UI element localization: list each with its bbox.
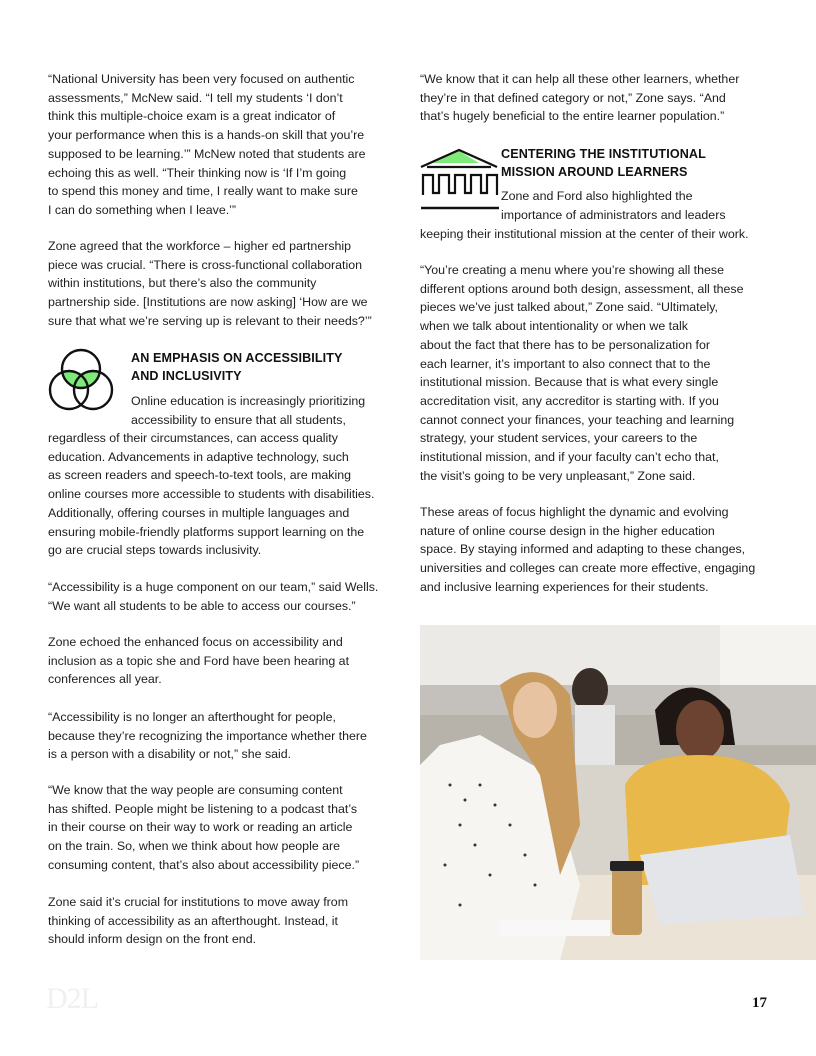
text-line: think this multiple-choice exam is a great indicator of — [48, 109, 336, 124]
text-line: each learner, it’s important to also connect that to the — [420, 356, 711, 371]
text-line: should inform design on the front end. — [48, 932, 257, 947]
text-line: is a person with a disability or not,” she said. — [48, 747, 292, 762]
text-line: “Accessibility is no longer an afterthought for people, — [48, 710, 336, 724]
text-line: Zone echoed the enhanced focus on accessibility and — [48, 635, 343, 649]
text-line: “We know that the way people are consuming content — [48, 783, 343, 797]
text-line: “National University has been very focused on authentic — [48, 72, 355, 86]
right-paragraph-1 — [420, 70, 739, 126]
text-line: space. By staying informed and adapting to these changes, — [420, 542, 746, 557]
right-paragraph-3 — [420, 503, 755, 597]
section-body-institutional-mission — [420, 225, 749, 244]
text-line: accessibility to ensure that all students, — [131, 412, 346, 427]
text-line: because they’re recognizing the importance whether there — [48, 728, 367, 743]
text-line: regardless of their circumstances, can access quality — [48, 431, 338, 445]
venn-diagram-icon — [47, 348, 115, 414]
left-paragraph-4 — [48, 633, 349, 689]
d2l-logo: D2L — [46, 982, 98, 1015]
text-line: “We want all students to be able to access our courses.” — [48, 598, 356, 613]
right-paragraph-2 — [420, 261, 744, 485]
text-line: Online education is increasingly prioritizing — [131, 394, 366, 408]
text-line: I can do something when I leave.’” — [48, 202, 237, 217]
text-line: AND INCLUSIVITY — [131, 369, 242, 383]
text-line: These areas of focus highlight the dynamic and evolving — [420, 505, 729, 519]
text-line: has shifted. People might be listening to a podcast that’s — [48, 801, 358, 816]
text-line: education. Advancements in adaptive technology, such — [48, 449, 349, 464]
text-line: consuming content, that’s also about accessibility piece.” — [48, 857, 360, 872]
text-line: when we talk about intentionality or when we talk — [420, 319, 688, 334]
text-line: universities and colleges can create more effective, engaging — [420, 561, 756, 576]
text-line: “We know that it can help all these other learners, whether — [420, 72, 740, 86]
text-line: AN EMPHASIS ON ACCESSIBILITY — [131, 351, 343, 365]
text-line: CENTERING THE INSTITUTIONAL — [501, 147, 706, 161]
text-line: different options around both design, assessment, all these — [420, 281, 744, 296]
text-line: in their course on their way to work or reading an article — [48, 820, 353, 835]
section-intro-accessibility — [131, 392, 365, 429]
text-line: ensuring mobile-friendly platforms support learning on the — [48, 524, 365, 539]
text-line: “You’re creating a menu where you’re showing all these — [420, 263, 724, 277]
text-line: “Accessibility is a huge component on our team,” said Wells. — [48, 580, 379, 594]
institution-building-icon — [419, 147, 501, 211]
text-line: sure that what we’re serving up is relevant to their needs?’” — [48, 313, 372, 328]
section-heading-accessibility — [131, 349, 343, 385]
text-line: within institutions, but there’s also the community — [48, 276, 317, 291]
left-paragraph-2 — [48, 237, 372, 331]
text-line: assessments,” McNew said. “I tell my students ‘I don’t — [48, 90, 343, 105]
left-paragraph-5 — [48, 708, 367, 764]
text-line: nature of online course design in the higher education — [420, 523, 715, 538]
page-number: 17 — [752, 995, 767, 1011]
text-line: piece was crucial. “There is cross-functional collaboration — [48, 257, 363, 272]
text-line: thinking of accessibility as an afterthought. Instead, it — [48, 913, 338, 928]
text-line: conferences all year. — [48, 672, 162, 687]
text-line: Zone agreed that the workforce – higher ed partnership — [48, 239, 352, 253]
left-paragraph-1 — [48, 70, 366, 220]
text-line: echoing this as well. “Their thinking now is ‘If I’m going — [48, 165, 347, 180]
text-line: they’re in that defined category or not,” Zone says. “And — [420, 90, 726, 105]
students-working-on-laptop-photo — [420, 625, 816, 960]
text-line: pieces we’ve just talked about,” Zone said. “Ultimately, — [420, 300, 718, 315]
left-paragraph-7 — [48, 893, 348, 949]
text-line: Zone and Ford also highlighted the — [501, 189, 693, 203]
text-line: about the fact that there has to be personalization for — [420, 337, 710, 352]
left-paragraph-6 — [48, 781, 359, 875]
text-line: MISSION AROUND LEARNERS — [501, 165, 688, 179]
text-line: online courses more accessible to students with disabilities. — [48, 487, 375, 502]
text-line: keeping their institutional mission at the center of their work. — [420, 227, 749, 241]
left-paragraph-3 — [48, 578, 378, 615]
text-line: to spend this money and time, I really want to make sure — [48, 184, 358, 199]
text-line: and inclusive learning experiences for their students. — [420, 579, 709, 594]
text-line: strategy, your student services, your careers to the — [420, 431, 698, 446]
text-line: importance of administrators and leaders — [501, 207, 726, 222]
text-line: Zone said it’s crucial for institutions to move away from — [48, 895, 349, 909]
text-line: partnership side. [Institutions are now asking] ‘How are we — [48, 295, 368, 310]
text-line: Additionally, offering courses in multiple languages and — [48, 505, 350, 520]
text-line: on the train. So, when we think about how people are — [48, 839, 341, 854]
text-line: inclusion as a topic she and Ford have been hearing at — [48, 653, 350, 668]
text-line: institutional mission, and if your faculty can’t echo that, — [420, 450, 719, 465]
text-line: the visit’s going to be very unpleasant,” Zone said. — [420, 468, 696, 483]
section-heading-institutional-mission — [501, 145, 706, 181]
text-line: cannot connect your finances, your teaching and learning — [420, 412, 735, 427]
section-intro-institutional-mission — [501, 187, 726, 224]
section-body-accessibility — [48, 429, 374, 560]
text-line: as screen readers and speech-to-text tools, are making — [48, 468, 352, 483]
text-line: accreditation visit, any accreditor is starting with. If you — [420, 393, 719, 408]
text-line: that’s hugely beneficial to the entire learner population.” — [420, 109, 725, 124]
text-line: supposed to be learning.’” McNew noted that students are — [48, 146, 366, 161]
text-line: go are crucial steps towards inclusivity. — [48, 543, 262, 558]
text-line: your performance when this is a hands-on skill that you’re — [48, 128, 365, 143]
text-line: institutional mission. Because that is what every single — [420, 375, 719, 390]
